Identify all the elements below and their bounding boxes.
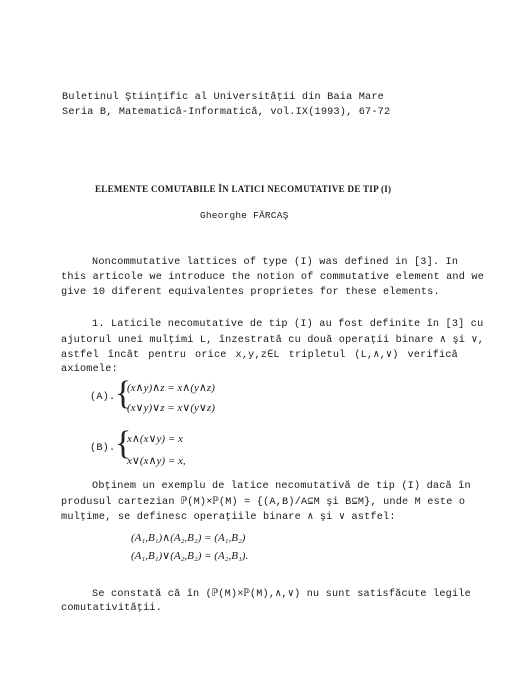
section-1-line-4: axiomele: — [61, 364, 118, 375]
axiom-a-label: (A). — [90, 392, 116, 403]
axiom-a-equation-1: (x∧y)∧z = x∧(y∧z) — [127, 382, 215, 394]
author-name: Gheorghe FĂRCAŞ — [200, 210, 289, 221]
journal-header-line-2: Seria B, Matematică-Informatică, vol.IX(1993), 67-72 — [62, 107, 391, 118]
paper-title: ELEMENTE COMUTABILE ÎN LATICI NECOMUTATIVE DE TIP (I) — [95, 184, 392, 194]
axiom-a-equation-2: (x∨y)∨z = x∨(y∨z) — [127, 402, 215, 414]
closing-line-1: Se constată că în (ℙ(M)×ℙ(M),∧,∨) nu sunt satisfăcute legile — [92, 589, 471, 600]
example-line-1: Obţinem un exemplu de latice necomutativă de tip (I) dacă în — [92, 481, 471, 492]
operation-meet-equation: (A₁,B₁)∧(A₂,B₂) = (A₁,B₂) — [131, 532, 246, 544]
axiom-b-brace-icon: { — [115, 425, 132, 462]
section-1-line-2: ajutorul unei mulţimi L, înzestrată cu două operaţii binare ∧ şi ∨, — [61, 335, 485, 346]
example-line-2: produsul cartezian ℙ(M)×ℙ(M) = {(A,B)/A⊆M şi B⊆M}, unde M este o — [61, 497, 466, 508]
closing-line-2: comutativităţii. — [61, 603, 163, 614]
abstract-line-1: Noncommutative lattices of type (I) was defined in [3]. In — [92, 257, 459, 268]
axiom-b-equation-1: x∧(x∨y) = x — [127, 433, 183, 445]
example-line-3: mulţime, se definesc operaţiile binare ∧ şi ∨ astfel: — [61, 512, 396, 523]
axiom-b-label: (B). — [90, 443, 116, 454]
section-1-line-1: 1. Laticile necomutative de tip (I) au fost definite în [3] cu — [92, 319, 484, 330]
axiom-b-equation-2: x∨(x∧y) = x, — [127, 455, 186, 467]
abstract-line-3: give 10 diferent equivalentes proprietes for these elements. — [61, 287, 440, 298]
journal-header-line-1: Buletinul Ştiinţific al Universităţii din Baia Mare — [62, 92, 384, 103]
axiom-a-brace-icon: { — [115, 375, 132, 412]
operation-join-equation: (A₁,B₁)∨(A₂,B₂) = (A₂,B₁). — [131, 550, 249, 562]
abstract-line-2: this articole we introduce the notion of commutative element and we — [61, 272, 485, 283]
section-1-line-3: astfel încât pentru orice x,y,z∈L tripletul (L,∧,∨) verifică — [61, 350, 458, 361]
